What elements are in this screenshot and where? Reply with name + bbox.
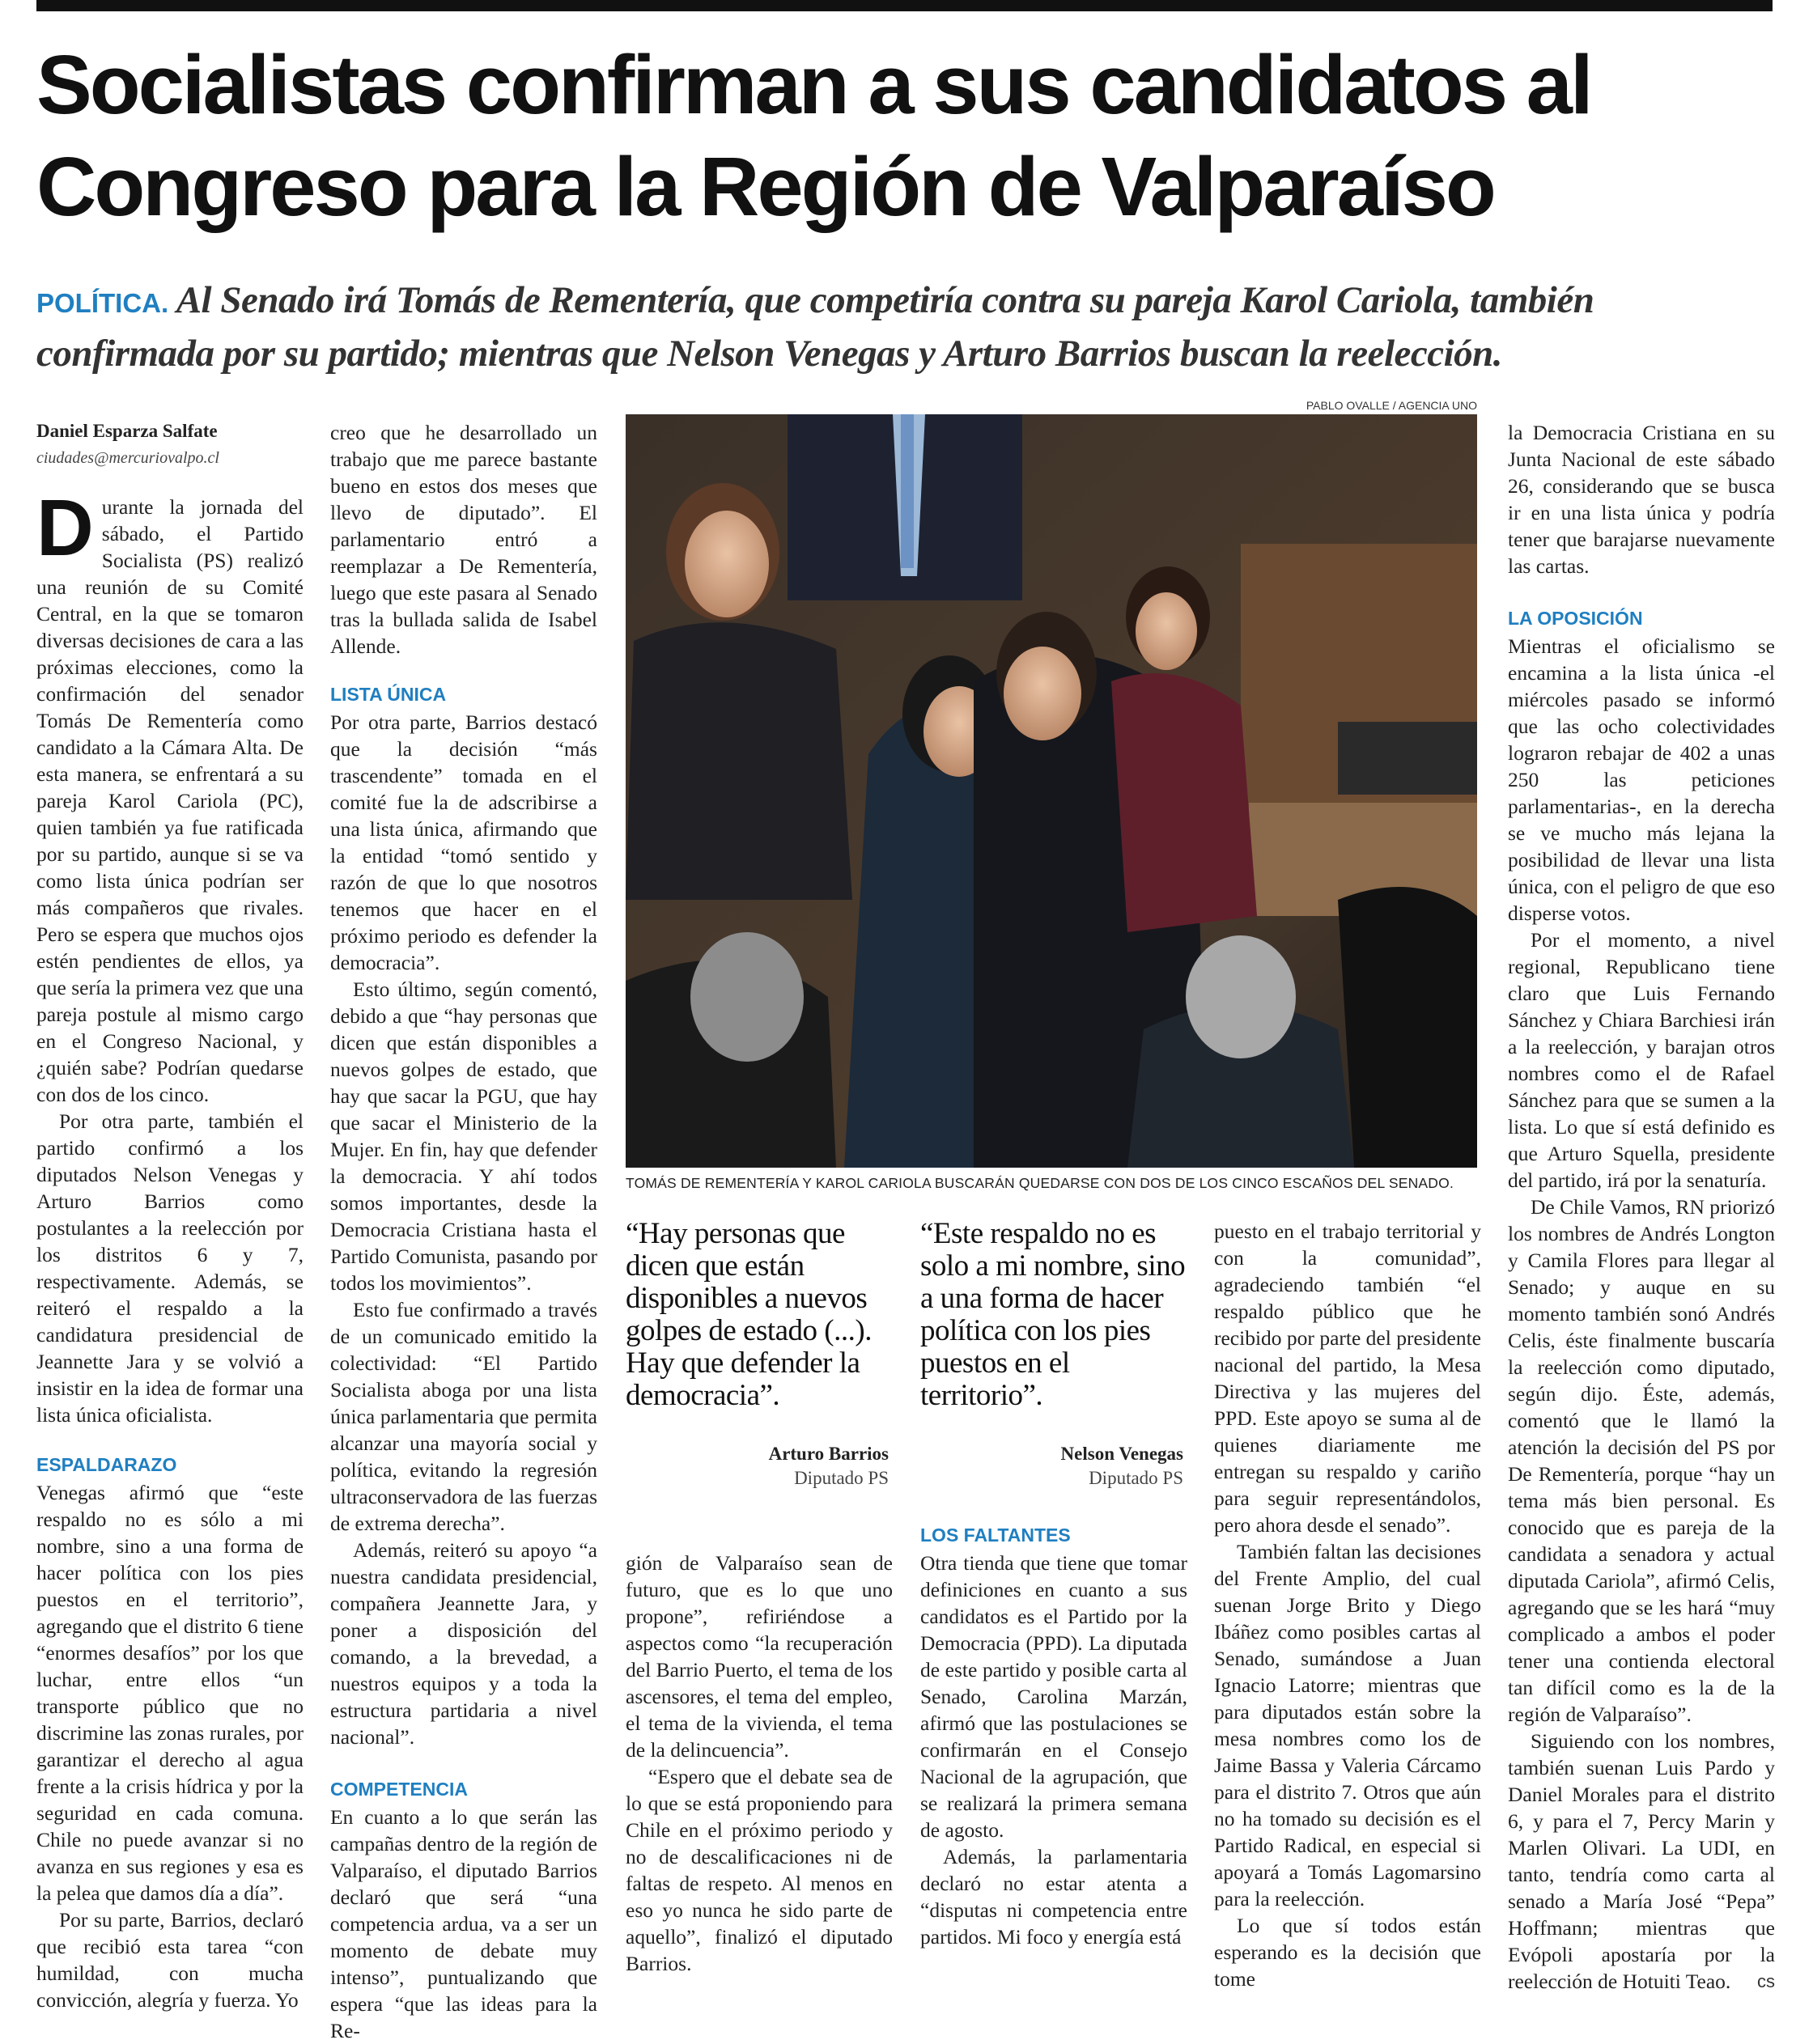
drop-cap: D <box>36 483 94 572</box>
article-paragraph: “Espero que el debate sea de lo que se está proponiendo para Chile en el próximo periodo y no de descalificaciones ni de faltas de respeto. Al menos en eso yo nunca he sido parte de aquello”, finalizó el diputado Barrios. <box>626 1765 893 1975</box>
article-paragraph: De Chile Vamos, RN priorizó los nombres de Andrés Longton y Camila Flores para llegar al Senado; y auque en su momento también sonó Andrés Celis, éste finalmente buscaría la reelección como diputado, según dijo. Éste, además, comentó que le llamó la atención la decisión del PS por De Rementería, porque “hay un tema más bien personal. Es conocido que es pareja de la candidata a senadora y actual diputada Cariola”, afirmó Celis, agregando que se les hará “muy complicado a ambos el poder tener una contienda electoral tan difícil como es la de la región de Valparaíso”. <box>1508 1195 1775 1726</box>
article-paragraph: Esto último, según comentó, debido a que “hay personas que dicen que están disponibles a nuevos golpes de estado, que hay que sacar la PGU, que hay que sacar el Ministerio de la Mujer. En fin, hay que defender la democracia. Y ahí todos somos importantes, desde la Democracia Cristiana hasta el Partido Comunista, pasando por todos los movimientos”. <box>330 977 597 1295</box>
quote-attribution-venegas <box>920 1442 1183 1491</box>
photo-caption: TOMÁS DE REMENTERÍA Y KAROL CARIOLA BUSCARÁN QUEDARSE CON DOS DE LOS CINCO ESCAÑOS DEL SENADO. <box>626 1175 1454 1191</box>
column-2 <box>330 419 597 2044</box>
lead-text: Al Senado irá Tomás de Rementería, que competiría contra su pareja Karol Cariola, también confirmada por su partido; mientras que Nelson Venegas y Arturo Barrios buscan la reelección. <box>36 279 1594 375</box>
column-6 <box>1508 419 1775 1995</box>
article-paragraph: Además, la parlamentaria declaró no estar atenta a “disputas ni competencia entre partidos. Mi foco y energía está <box>920 1845 1187 1949</box>
article-paragraph: Venegas afirmó que “este respaldo no es sólo a mi nombre, sino a una forma de hacer política con los pies puestos en el territorio”, agregando que el distrito 6 tiene “enormes desafíos” por los que luchar, entre ellos “un transporte público que no discrimine las zonas rurales, por garantizar el derecho al agua frente a la crisis hídrica y por la seguridad en cada comuna. Chile no puede avanzar si no avanza en sus regiones y esa es la pelea que damos día a día”. <box>36 1481 304 1905</box>
article-paragraph: Esto fue confirmado a través de un comunicado emitido la colectividad: “El Partido Socialista aboga por una lista única parlamentaria que permita alcanzar una mayoría social y política, evitando la regresión ultraconservadora de las fuerzas de extrema derecha”. <box>330 1298 597 1535</box>
headline <box>36 34 1777 238</box>
article-paragraph: creo que he desarrollado un trabajo que me parece bastante bueno en estos dos meses que llevo de diputado”. El parlamentario entró a reemplazar a De Rementería, luego que este pasara al Senado tras la bullada salida de Isabel Allende. <box>330 421 597 658</box>
column-5 <box>1214 1218 1481 1992</box>
article-paragraph: Por su parte, Barrios, declaró que recibió esta tarea “con humildad, con mucha convicción, alegría y fuerza. Yo <box>36 1908 304 2012</box>
quote-author-role: Diputado PS <box>794 1468 889 1488</box>
article-paragraph: Además, reiteró su apoyo “a nuestra candidata presidencial, compañera Jeannette Jara, y poner a disposición del comando, a la brevedad, a nuestros equipos y a toda la estructura partidaria a nivel nacional”. <box>330 1538 597 1749</box>
headline-line-2: Congreso para la Región de Valparaíso <box>36 140 1494 233</box>
article-paragraph: Otra tienda que tiene que tomar definiciones en cuanto a sus candidatos es el Partido por la Democracia (PPD). La diputada de este partido y posible carta al Senado, Carolina Marzán, afirmó que las postulaciones se confirmarán en el Consejo Nacional de la agrupación, que se realizará la primera semana de agosto. <box>920 1551 1187 1842</box>
subhead-lista-unica: LISTA ÚNICA <box>330 684 447 705</box>
article-paragraph: Lo que sí todos están esperando es la decisión que tome <box>1214 1914 1481 1991</box>
column-4 <box>920 1523 1187 1950</box>
subhead-competencia: COMPETENCIA <box>330 1779 468 1800</box>
article-paragraph: Por otra parte, también el partido confirmó a los diputados Nelson Venegas y Arturo Barrios como postulantes a la reelección por los distritos 6 y 7, respectivamente. Además, se reiteró el respaldo a la candidatura presidencial de Jeannette Jara y se volvió a insistir en la idea de formar una lista única oficialista. <box>36 1109 304 1427</box>
subhead-espaldarazo: ESPALDARAZO <box>36 1454 177 1475</box>
quote-attribution-barrios <box>626 1442 889 1491</box>
column-1 <box>36 419 304 2013</box>
article-paragraph: Durante la jornada del sábado, el Partido Socialista (PS) realizó una reunión de su Comité Central, en la que se tomaron diversas decisiones de cara a las próximas elecciones, como la confirmación del senador Tomás De Rementería como candidato a la Cámara Alta. De esta manera, se enfrentará a su pareja Karol Cariola (PC), quien también ya fue ratificada por su partido, aunque si se va como lista única podrían ser más compañeros que rivales. Pero se espera que muchos ojos estén pendientes de ellos, ya que sería la primera vez que una pareja postule al mismo cargo en el Congreso Nacional, y ¿quién sabe? Podrían quedarse con dos de los cinco. <box>36 483 304 1106</box>
subhead-la-oposicion: LA OPOSICIÓN <box>1508 608 1643 629</box>
byline-email: ciudades@mercuriovalpo.cl <box>36 449 219 467</box>
section-kicker: POLÍTICA. <box>36 288 169 318</box>
pull-quote-venegas: “Este respaldo no es solo a mi nombre, sino a una forma de hacer política con los pies puestos en el territorio”. <box>920 1217 1186 1412</box>
top-rule <box>36 0 1773 11</box>
news-photo <box>626 414 1477 1168</box>
article-paragraph: Por el momento, a nivel regional, Republicano tiene claro que Luis Fernando Sánchez y Chiara Barchiesi irán a la reelección, y barajan otros nombres como el de Rafael Sánchez para que se sumen a la lista. Lo que sí está definido es que Arturo Squella, presidente del partido, irá por la senaturía. <box>1508 928 1775 1192</box>
byline-author: Daniel Esparza Salfate <box>36 421 218 441</box>
column-3 <box>626 1550 893 1977</box>
quote-author-name: Arturo Barrios <box>768 1444 889 1464</box>
end-mark: cs <box>1757 1971 1775 1991</box>
subhead-los-faltantes: LOS FALTANTES <box>920 1525 1071 1546</box>
article-paragraph: Siguiendo con los nombres, también suenan Luis Pardo y Daniel Morales para el distrito 6, y para el 7, Percy Marin y Marlen Olivari. La UDI, en tanto, tendría como carta al senado a María José “Pepa” Hoffmann; mientras que Evópoli apostaría por la reelección de Hotuiti Teao. cs <box>1508 1729 1775 1993</box>
article-paragraph: la Democracia Cristiana en su Junta Nacional de este sábado 26, considerando que se busca ir en una lista única y podría tener que barajarse nuevamente las cartas. <box>1508 421 1775 578</box>
article-paragraph: Por otra parte, Barrios destacó que la decisión “más trascendente” tomada en el comité fue la de adscribirse a una lista única, afirmando que la entidad “tomó sentido y razón de que lo que nosotros tenemos que hacer en el próximo periodo es defender la democracia”. <box>330 710 597 974</box>
photo-credit: PABLO OVALLE / AGENCIA UNO <box>1306 399 1477 412</box>
article-paragraph: puesto en el trabajo territorial y con la comunidad”, agradeciendo también “el respaldo público que he recibido por parte del presidente nacional del partido, la Mesa Directiva y las mujeres del PPD. Este apoyo se suma al de quienes diariamente me entregan su respaldo y cariño para seguir representándolos, pero ahora desde el senado”. <box>1214 1219 1481 1537</box>
quote-author-name: Nelson Venegas <box>1060 1444 1183 1464</box>
article-paragraph: También faltan las decisiones del Frente Amplio, del cual suenan Jorge Brito y Diego Ibáñez como posibles cartas al Senado, sumándose a Juan Ignacio Latorre; mientras que para diputados están sobre la mesa nombres como los de Jaime Bassa y Valeria Cárcamo para el distrito 7. Otros que aún no ha tomado su decisión es el Partido Radical, en especial si apoyará a Tomás Lagomarsino para la reelección. <box>1214 1540 1481 1910</box>
photo-illustration <box>626 414 1477 1168</box>
article-paragraph: gión de Valparaíso sean de futuro, que es lo que uno propone”, refiriéndose a aspectos como “la recuperación del Barrio Puerto, el tema de los ascensores, el tema del empleo, el tema de la vivienda, el tema de la delincuencia”. <box>626 1551 893 1762</box>
lead-paragraph <box>36 275 1777 379</box>
headline-line-1: Socialistas confirman a sus candidatos al <box>36 38 1591 131</box>
quote-author-role: Diputado PS <box>1089 1468 1183 1488</box>
article-paragraph: Mientras el oficialismo se encamina a la lista única -el miércoles pasado se informó que las ocho colectividades lograron rebajar de 402 a unas 250 las peticiones parlamentarias-, en la derecha se ve mucho más lejana la posibilidad de llevar una lista única, con el peligro de que eso disperse votos. <box>1508 634 1775 925</box>
article-paragraph: En cuanto a lo que serán las campañas dentro de la región de Valparaíso, el diputado Barrios declaró que será “una competencia ardua, va a ser un momento de debate muy intenso”, puntualizando que espera “que las ideas para la Re- <box>330 1805 597 2042</box>
pull-quote-barrios: “Hay personas que dicen que están disponibles a nuevos golpes de estado (...). Hay que defender la democracia”. <box>626 1217 872 1412</box>
